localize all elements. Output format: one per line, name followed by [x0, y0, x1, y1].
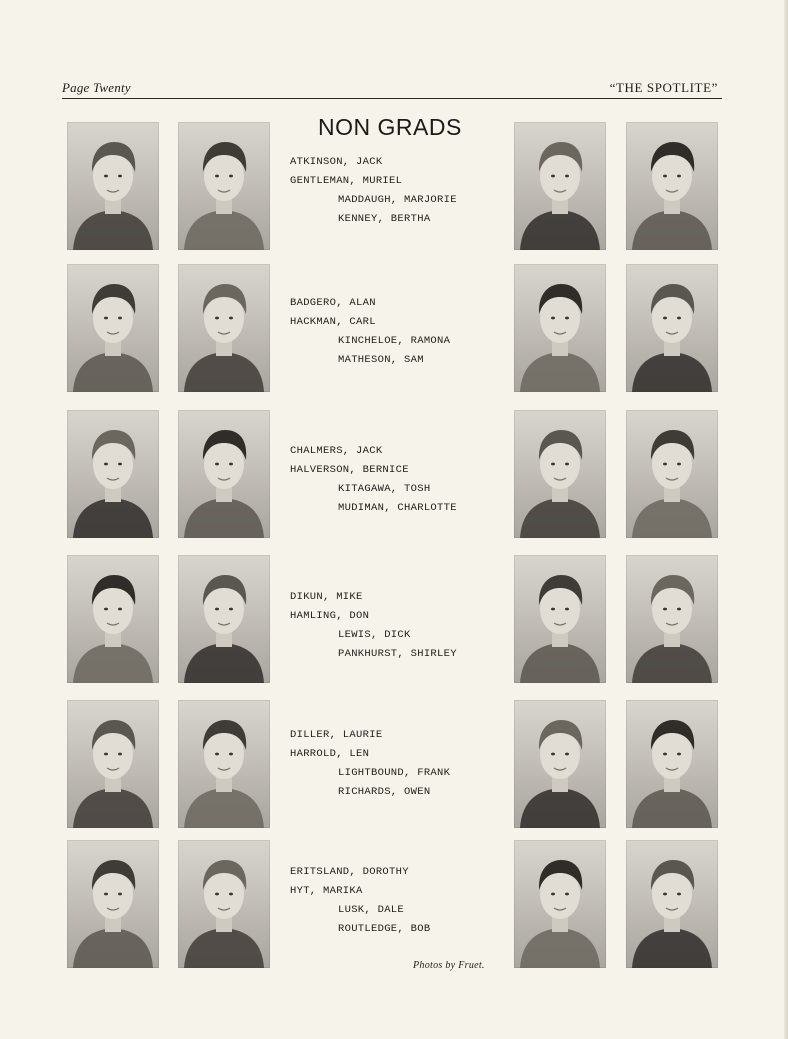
student-portrait [626, 555, 718, 683]
portrait-silhouette [178, 840, 270, 968]
name-group-6 [290, 863, 515, 939]
portrait-silhouette [178, 122, 270, 250]
portrait-silhouette [626, 410, 718, 538]
name-group-3 [290, 442, 515, 518]
student-name: LEWIS, DICK [338, 629, 411, 641]
student-name: HAMLING, DON [290, 610, 370, 622]
student-portrait [178, 410, 270, 538]
student-portrait [626, 840, 718, 968]
name-group-2 [290, 294, 515, 370]
student-portrait [67, 264, 159, 392]
portrait-silhouette [178, 555, 270, 683]
student-name: ATKINSON, JACK [290, 156, 383, 168]
portrait-silhouette [626, 840, 718, 968]
student-name: MADDAUGH, MARJORIE [338, 194, 457, 206]
portrait-silhouette [626, 264, 718, 392]
student-name: ROUTLEDGE, BOB [338, 923, 431, 935]
student-name: BADGERO, ALAN [290, 297, 376, 309]
portrait-silhouette [514, 555, 606, 683]
publication-title: “THE SPOTLITE” [609, 80, 718, 95]
student-portrait [626, 122, 718, 250]
portrait-silhouette [178, 264, 270, 392]
student-name: DIKUN, MIKE [290, 591, 363, 603]
student-portrait [67, 840, 159, 968]
portrait-silhouette [67, 840, 159, 968]
portrait-silhouette [67, 555, 159, 683]
student-portrait [514, 700, 606, 828]
portrait-silhouette [67, 264, 159, 392]
section-title: NON GRADS [318, 114, 462, 140]
portrait-silhouette [67, 700, 159, 828]
portrait-silhouette [626, 700, 718, 828]
student-portrait [67, 410, 159, 538]
student-portrait [626, 410, 718, 538]
student-name: LIGHTBOUND, FRANK [338, 767, 451, 779]
student-portrait [67, 555, 159, 683]
student-name: LUSK, DALE [338, 904, 405, 916]
portrait-silhouette [514, 264, 606, 392]
student-portrait [514, 410, 606, 538]
portrait-silhouette [514, 122, 606, 250]
student-portrait [626, 264, 718, 392]
portrait-silhouette [67, 122, 159, 250]
student-name: CHALMERS, JACK [290, 445, 383, 457]
student-name: ERITSLAND, DOROTHY [290, 866, 409, 878]
student-name: DILLER, LAURIE [290, 729, 383, 741]
student-name: HACKMAN, CARL [290, 316, 376, 328]
student-portrait [178, 700, 270, 828]
portrait-silhouette [514, 700, 606, 828]
name-group-1 [290, 153, 515, 229]
student-portrait [514, 840, 606, 968]
student-name: MATHESON, SAM [338, 354, 424, 366]
student-portrait [514, 122, 606, 250]
portrait-silhouette [178, 410, 270, 538]
student-portrait [514, 264, 606, 392]
student-portrait [178, 840, 270, 968]
student-name: KITAGAWA, TOSH [338, 483, 431, 495]
student-name: KENNEY, BERTHA [338, 213, 431, 225]
student-name: MUDIMAN, CHARLOTTE [338, 502, 457, 514]
student-portrait [67, 700, 159, 828]
student-name: GENTLEMAN, MURIEL [290, 175, 403, 187]
student-portrait [178, 555, 270, 683]
portrait-silhouette [67, 410, 159, 538]
header-rule [62, 98, 722, 99]
photo-credit: Photos by Fruet. [413, 960, 485, 971]
student-portrait [67, 122, 159, 250]
name-group-5 [290, 726, 515, 802]
student-name: HALVERSON, BERNICE [290, 464, 409, 476]
name-group-4 [290, 588, 515, 664]
portrait-silhouette [178, 700, 270, 828]
student-name: PANKHURST, SHIRLEY [338, 648, 457, 660]
portrait-silhouette [626, 555, 718, 683]
student-name: KINCHELOE, RAMONA [338, 335, 451, 347]
student-name: HYT, MARIKA [290, 885, 363, 897]
page-number-label: Page Twenty [62, 80, 131, 95]
student-portrait [178, 122, 270, 250]
portrait-silhouette [514, 840, 606, 968]
student-portrait [626, 700, 718, 828]
page-edge [784, 0, 788, 1039]
student-name: RICHARDS, OWEN [338, 786, 431, 798]
student-portrait [514, 555, 606, 683]
student-name: HARROLD, LEN [290, 748, 370, 760]
student-portrait [178, 264, 270, 392]
portrait-silhouette [626, 122, 718, 250]
portrait-silhouette [514, 410, 606, 538]
